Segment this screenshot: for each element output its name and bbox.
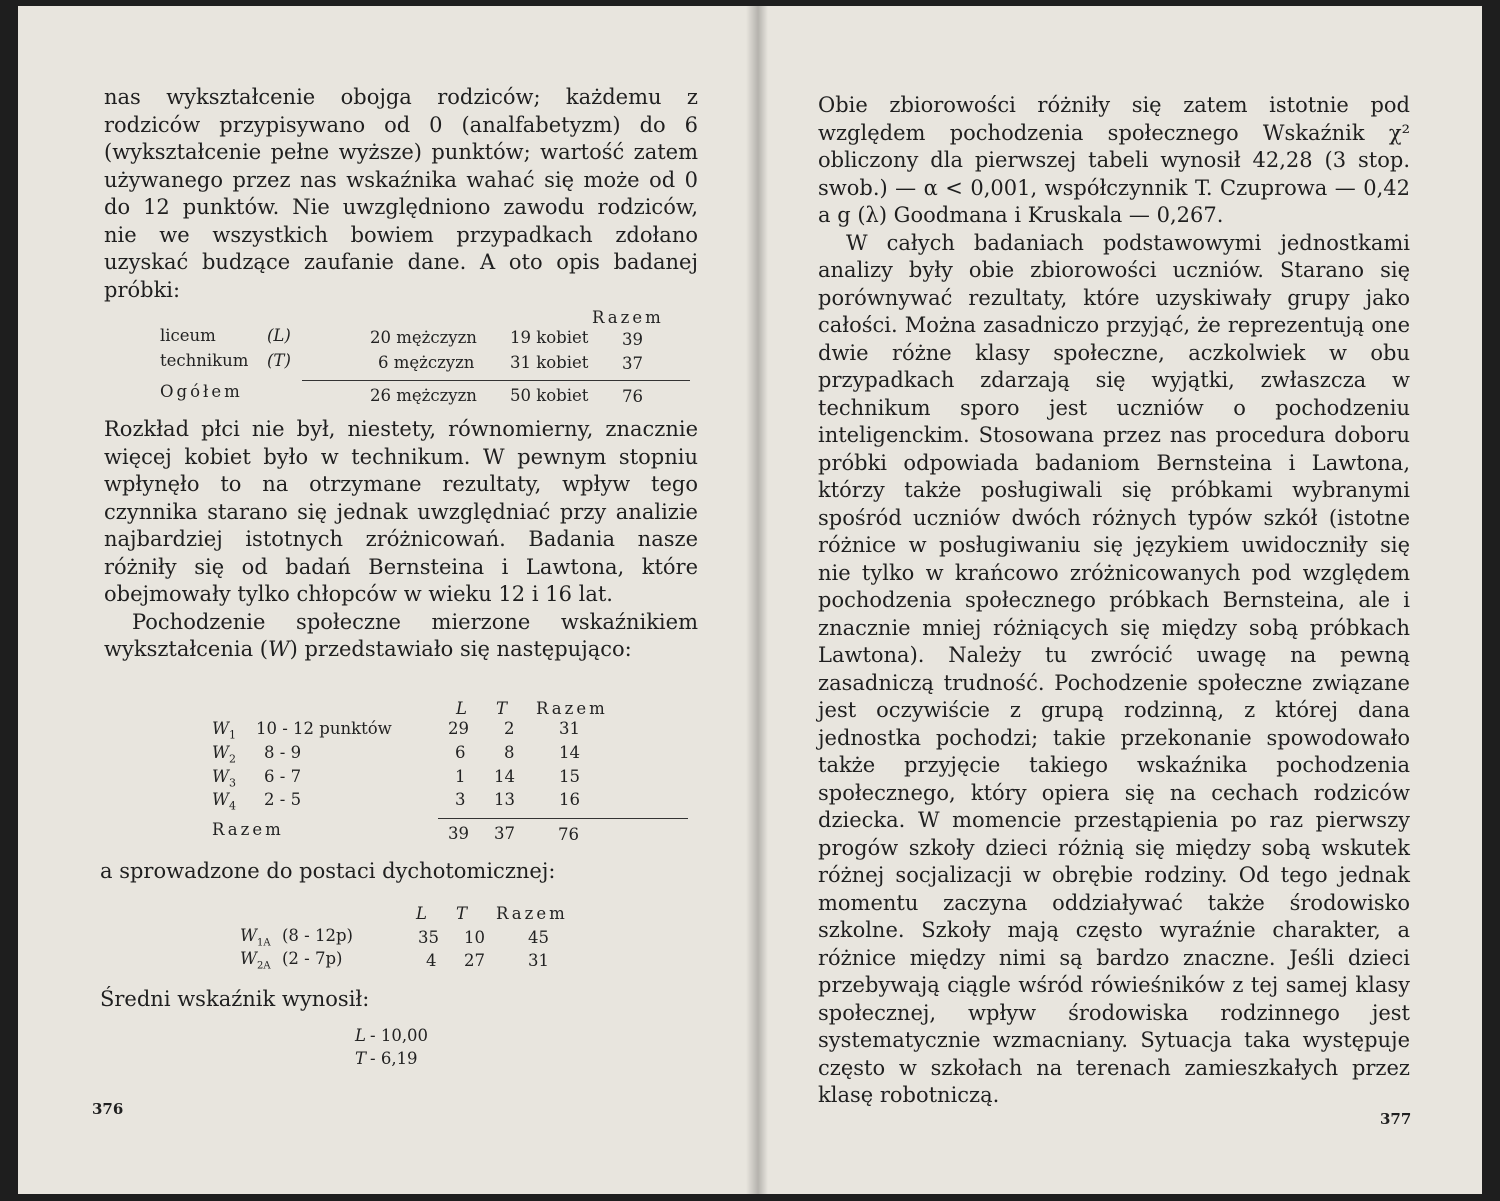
table1-sum-label: Ogółem xyxy=(160,382,243,401)
table1-sum-total: 76 xyxy=(622,387,643,406)
right-page xyxy=(756,6,1482,1194)
table3-row-range: (8 - 12p) xyxy=(282,926,353,945)
table3-col-l: L xyxy=(416,904,427,923)
average-label: T xyxy=(355,1049,367,1068)
table1-sum-men: 26 mężczyzn xyxy=(370,386,477,405)
paragraph-text: a sprowadzone do postaci dychotomicznej: xyxy=(100,859,556,883)
table1-row-men: 20 mężczyzn xyxy=(370,328,477,347)
table2-col-t: T xyxy=(496,699,508,718)
table2-row-range: 2 - 5 xyxy=(264,790,302,809)
table1-row-name: liceum xyxy=(160,326,216,345)
page-number: 377 xyxy=(1380,1110,1412,1128)
table2-row-l: 1 xyxy=(455,767,466,786)
table3-row-range: (2 - 7p) xyxy=(282,949,343,968)
paragraph-text: W całych badaniach podstawowymi jednostkami analizy były obie zbiorowości uczniów. Starano się porównywać rezultaty, które uzyskiwały grupy jako całości. Można zasadniczo przyjąć, że reprezentują one dwie różne klasy społeczne, aczkolwiek w obu przypadkach zdarzają się wyjątki, zwłaszcza w technikum sporo jest uczniów o pochodzeniu inteligenckim. Stosowana przez nas procedura doboru próbki odpowiada badaniom Bernsteina i Lawtona, którzy także posługiwali się próbkami wybranymi spośród uczniów dwóch różnych typów szkół (istotne różnice w posługiwaniu się językiem uwidoczniły się nie tylko w krańcowo zróżnicowanych pod względem pochodzenia społecznego próbkach Bernsteina, ale i znacznie mniej różniących się między sobą próbkach Lawtona). Należy tu zwrócić uwagę na pewną zasadniczą trudność. Pochodzenie społeczne związane jest oczywiście z grupą rodzinną, z której dana jednostka pochodzi; takie przekonanie spowodowało także przyjęcie takiego wskaźnika pochodzenia społecznego, który opiera się na cechach rodziców dziecka. W momencie przestąpienia po raz pierwszy progów szkoły dzieci różnią się między sobą wskutek różnej socjalizacji w obrębie rodziny. Od tego jednak momentu zaczyna oddziaływać także środowisko szkolne. Szkoły mają często wyraźnie charakter, a różnice między nimi są bardzo znaczne. Jeśli dzieci przebywają ciągle wśród rówieśników z tej samej klasy społecznej, wpływ środowiska rodzinnego jest systematycznie wzmacniany. Sytuacja taka występuje często w szkołach na terenach zamieszkałych przez klasę robotniczą. xyxy=(818,230,1410,1107)
paragraph-text: Średni wskaźnik wynosił: xyxy=(100,987,370,1011)
page-number: 376 xyxy=(92,1100,124,1118)
table1-row-women: 31 kobiet xyxy=(510,353,589,372)
table3-row-t: 27 xyxy=(464,951,485,970)
table2-row-range: 10 - 12 punktów xyxy=(256,719,392,738)
table1-row-women: 19 kobiet xyxy=(510,328,589,347)
paragraph-text: nas wykształcenie obojga rodziców; każdemu z rodziców przypisywano od 0 (analfabetyzm) do 6 (wykształcenie pełne wyższe) punktów; wartość zatem używanego przez nas wskaźnika wahać się może od 0 do 12 punktów. Nie uwzględniono zawodu rodziców, nie we wszystkich bowiem przypadkach zdołano uzyskać budzące zaufanie dane. A oto opis badanej próbki: xyxy=(104,85,698,302)
right-text-block xyxy=(818,92,1410,1110)
table2-sum-t: 37 xyxy=(494,824,515,843)
table2-sum-l: 39 xyxy=(448,824,469,843)
paragraph-text: Rozkład płci nie był, niestety, równomierny, znacznie więcej kobiet było w technikum. W pewnym stopniu wpłynęło to na otrzymane rezultaty, wpływ tego czynnika starano się jednak uwzględniać przy analizie najbardziej istotnych zróżnicowań. Badania nasze różniły się od badań Bernsteina i Lawtona, które obejmowały tylko chłopców w wieku 12 i 16 lat. xyxy=(104,417,698,606)
table2-row-t: 14 xyxy=(494,767,515,786)
book-gutter xyxy=(746,6,768,1194)
table3-row-total: 45 xyxy=(528,928,549,947)
table2-row-l: 3 xyxy=(455,790,466,809)
table2-row-total: 31 xyxy=(559,719,580,738)
table3-row-label: $W_{1A}$ xyxy=(240,926,271,949)
table2-row-label: $W_2$ xyxy=(212,743,236,766)
average-value: - 6,19 xyxy=(370,1049,418,1068)
table3-row-l: 4 xyxy=(426,951,437,970)
table3-row-label: $W_{2A}$ xyxy=(240,949,271,972)
table2-row-t: 13 xyxy=(494,790,515,809)
table1-row-name: technikum xyxy=(160,351,249,370)
table3-row-l: 35 xyxy=(418,928,439,947)
table2-row-total: 16 xyxy=(559,790,580,809)
table2-row-total: 14 xyxy=(559,743,580,762)
table2-row-label: $W_1$ xyxy=(212,719,236,742)
table2-sum-total: 76 xyxy=(558,825,579,844)
table3-row-total: 31 xyxy=(528,951,549,970)
table1-sum-women: 50 kobiet xyxy=(510,386,589,405)
table2-col-l: L xyxy=(456,699,467,718)
table2-row-t: 2 xyxy=(504,719,515,738)
table1-row-total: 37 xyxy=(622,354,643,373)
table1-row-code: (L) xyxy=(267,326,291,345)
table3-row-t: 10 xyxy=(464,928,485,947)
table2-row-range: 6 - 7 xyxy=(264,767,302,786)
table1-header-total: Razem xyxy=(592,308,664,327)
average-label: L xyxy=(355,1026,366,1045)
paragraph-text: Pochodzenie społeczne mierzone wskaźnikiem wykształcenia (W) przedstawiało się następująco: xyxy=(104,609,698,661)
table2-row-label: $W_4$ xyxy=(212,790,236,813)
paragraph-text: Obie zbiorowości różniły się zatem istotnie pod względem pochodzenia społecznego Wskaźnik χ² obliczony dla pierwszej tabeli wynosił 42,28 (3 stop. swob.) — α < 0,001, współczynnik T. Czuprowa — 0,42 a g (λ) Goodmana i Kruskala — 0,267. xyxy=(818,93,1410,227)
average-value: - 10,00 xyxy=(370,1026,429,1045)
table2-col-total: Razem xyxy=(536,699,608,718)
table1-row-code: (T) xyxy=(267,351,291,370)
table2-row-l: 6 xyxy=(455,743,466,762)
table1-row-total: 39 xyxy=(622,330,643,349)
table2-row-range: 8 - 9 xyxy=(264,743,302,762)
table2-sum-label: Razem xyxy=(212,820,284,839)
table2-row-total: 15 xyxy=(559,767,580,786)
table3-col-t: T xyxy=(456,904,468,923)
table3-col-total: Razem xyxy=(496,904,568,923)
table1-row-men: 6 mężczyzn xyxy=(378,353,475,372)
table2-row-t: 8 xyxy=(504,743,515,762)
table2-row-l: 29 xyxy=(448,719,469,738)
left-page xyxy=(18,6,756,1194)
averages-list xyxy=(18,6,756,1194)
table2-row-label: $W_3$ xyxy=(212,767,236,790)
